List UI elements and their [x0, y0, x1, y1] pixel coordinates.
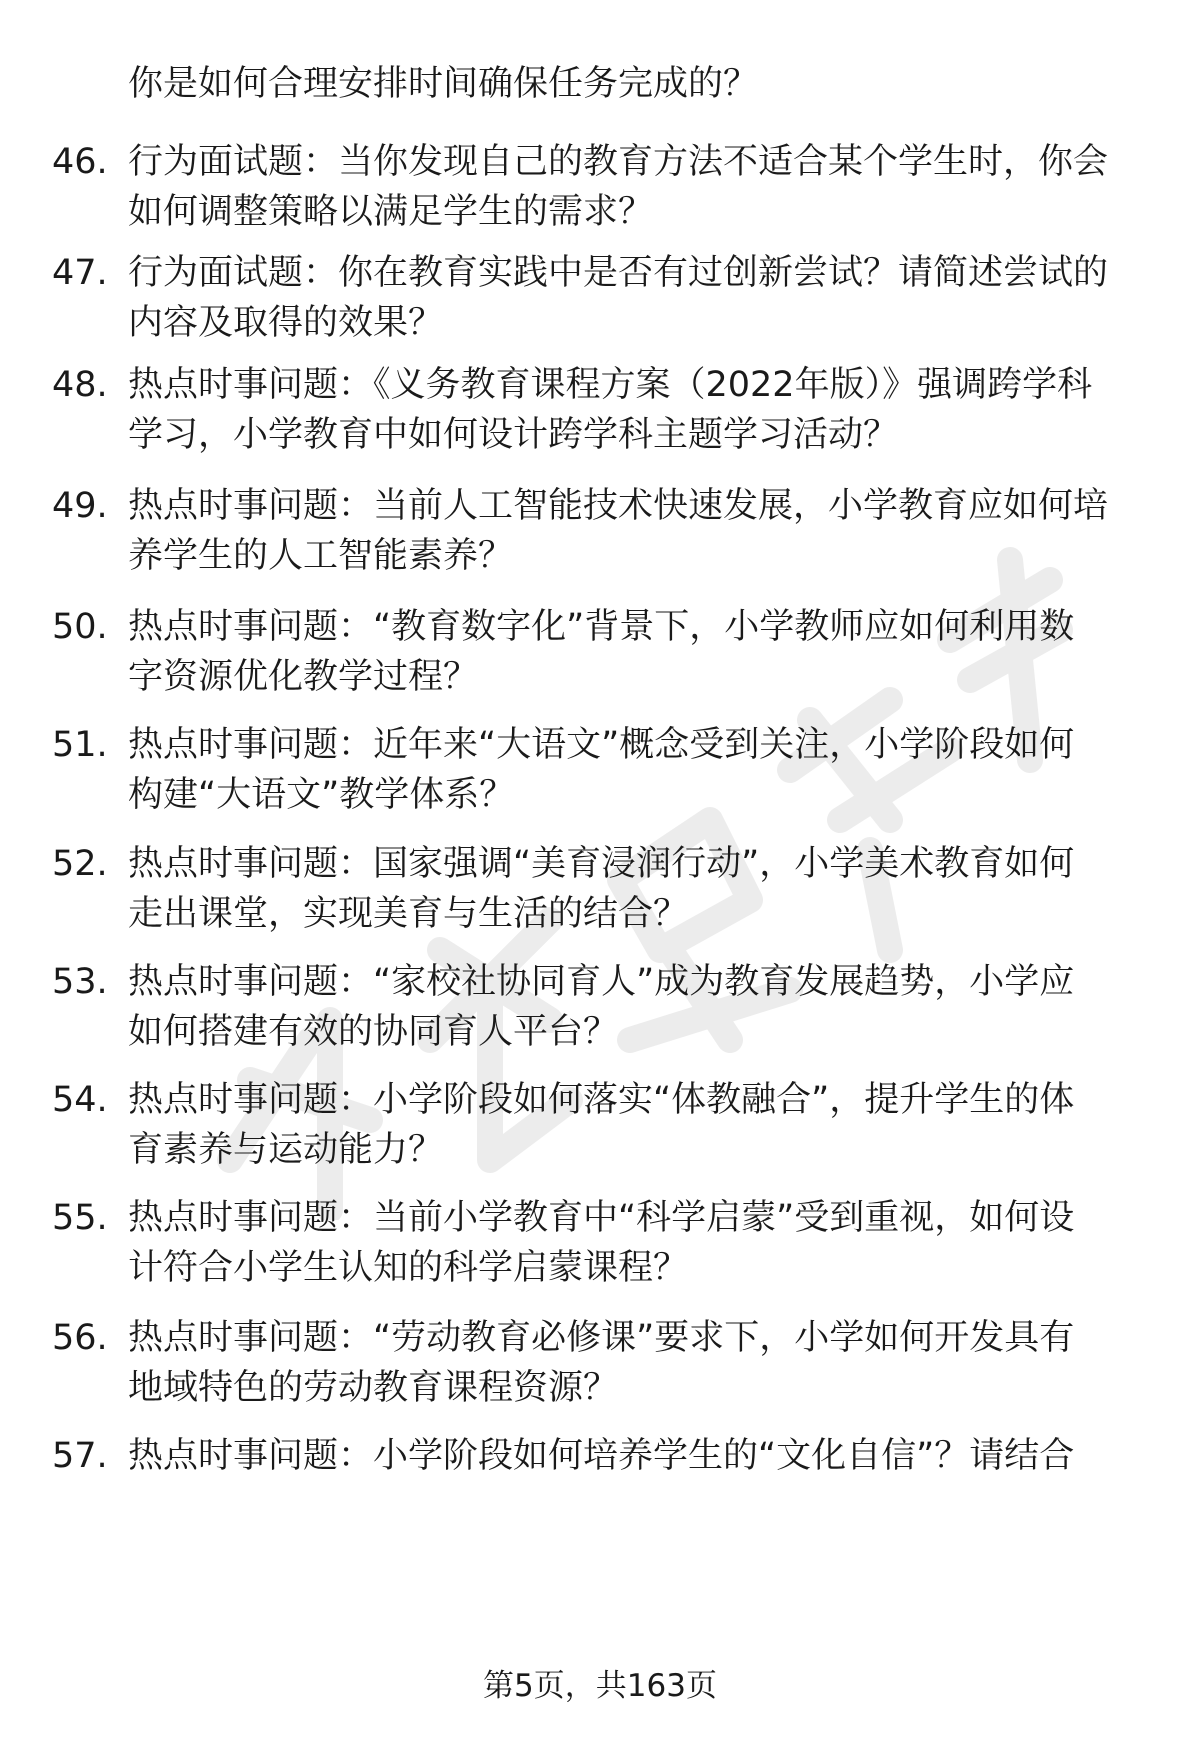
- item-text-line: 热点时事问题：小学阶段如何落实“体教融合”，提升学生的体: [128, 1080, 1075, 1120]
- item-number: 57.: [52, 1436, 108, 1476]
- list-item: [0, 1072, 1200, 1184]
- item-text-line: 热点时事问题：国家强调“美育浸润行动”，小学美术教育如何: [128, 844, 1075, 884]
- page-footer: 第5页，共163页: [483, 1668, 717, 1704]
- list-item: [0, 1190, 1200, 1302]
- item-number: 56.: [52, 1318, 108, 1358]
- item-text-line: 热点时事问题：“教育数字化”背景下，小学教师应如何利用数: [128, 607, 1075, 647]
- item-text-line: 行为面试题：当你发现自己的教育方法不适合某个学生时，你会: [128, 142, 1109, 182]
- item-text-line: 如何搭建有效的协同育人平台？: [128, 1012, 619, 1052]
- item-text-line: 构建“大语文”教学体系？: [128, 775, 515, 815]
- item-number: 46.: [52, 142, 108, 182]
- item-text-line: 行为面试题：你在教育实践中是否有过创新尝试？请简述尝试的: [128, 253, 1109, 293]
- item-number: 50.: [52, 607, 108, 647]
- item-text-line: 热点时事问题：当前小学教育中“科学启蒙”受到重视，如何设: [128, 1198, 1075, 1238]
- list-item: [0, 357, 1200, 469]
- item-number: 48.: [52, 365, 108, 405]
- item-number: 53.: [52, 962, 108, 1002]
- item-number: 55.: [52, 1198, 108, 1238]
- item-number: 54.: [52, 1080, 108, 1120]
- item-text-line: 热点时事问题：近年来“大语文”概念受到关注，小学阶段如何: [128, 725, 1075, 765]
- item-text-line: 走出课堂，实现美育与生活的结合？: [128, 894, 689, 934]
- item-number: 49.: [52, 486, 108, 526]
- item-text-line: 学习，小学教育中如何设计跨学科主题学习活动？: [128, 415, 899, 455]
- list-item: [0, 245, 1200, 357]
- list-item: [0, 478, 1200, 590]
- item-text-line: 热点时事问题：“家校社协同育人”成为教育发展趋势，小学应: [128, 962, 1075, 1002]
- item-number: 47.: [52, 253, 108, 293]
- list-item: [0, 599, 1200, 711]
- item-text-line: 育素养与运动能力？: [128, 1130, 444, 1170]
- list-item: [0, 836, 1200, 948]
- continuation-line: 你是如何合理安排时间确保任务完成的？: [128, 64, 759, 104]
- item-text-line: 内容及取得的效果？: [128, 303, 444, 343]
- item-text-line: 热点时事问题：当前人工智能技术快速发展，小学教育应如何培: [128, 486, 1109, 526]
- list-item: [0, 954, 1200, 1066]
- item-text-line: 养学生的人工智能素养？: [128, 536, 514, 576]
- list-item: [0, 134, 1200, 246]
- item-text-line: 热点时事问题：小学阶段如何培养学生的“文化自信”？请结合: [128, 1436, 1075, 1476]
- item-text-line: 字资源优化教学过程？: [128, 657, 479, 697]
- item-text-line: 如何调整策略以满足学生的需求？: [128, 192, 654, 232]
- item-number: 52.: [52, 844, 108, 884]
- item-number: 51.: [52, 725, 108, 765]
- list-item: [0, 1428, 1200, 1540]
- item-text-line: 热点时事问题：《义务教育课程方案（2022年版）》强调跨学科: [128, 365, 1093, 405]
- item-text-line: 地域特色的劳动教育课程资源？: [128, 1368, 619, 1408]
- item-text-line: 计符合小学生认知的科学启蒙课程？: [128, 1248, 689, 1288]
- list-item: [0, 1310, 1200, 1422]
- list-item: [0, 717, 1200, 829]
- item-text-line: 热点时事问题：“劳动教育必修课”要求下，小学如何开发具有: [128, 1318, 1075, 1358]
